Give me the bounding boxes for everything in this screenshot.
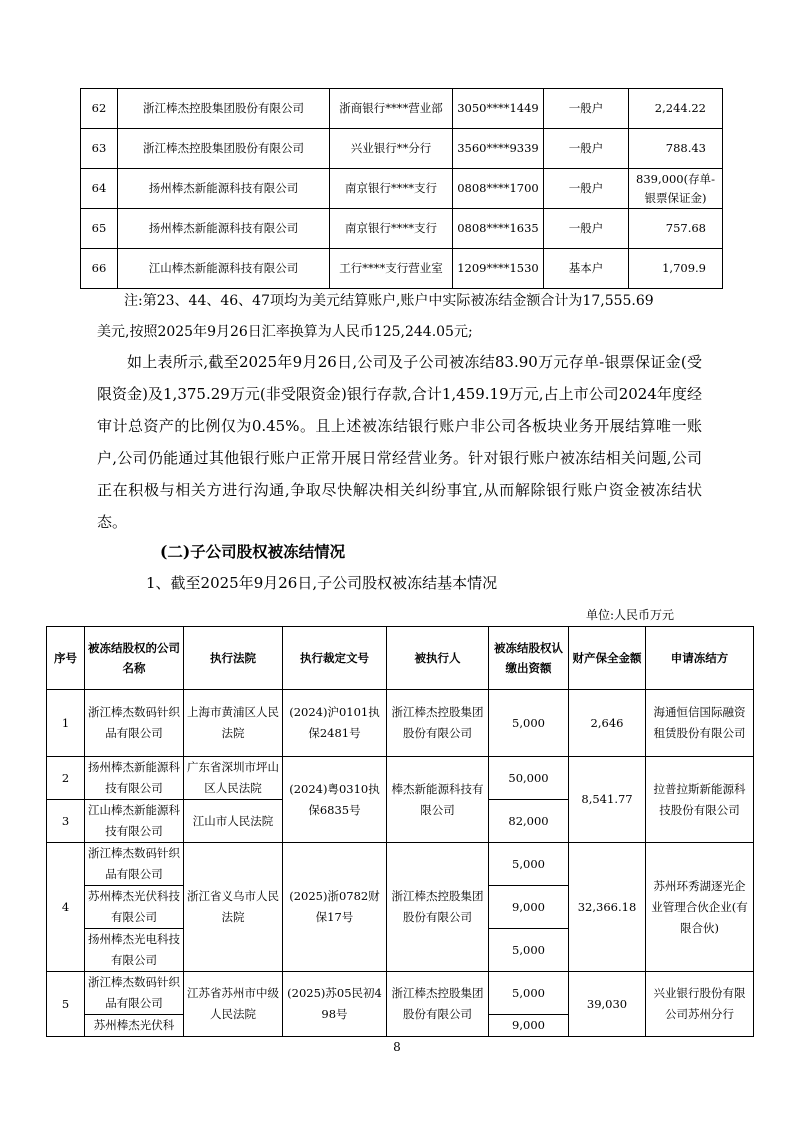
header-company: 被冻结股权的公司名称 — [85, 627, 184, 690]
account-type: 基本户 — [544, 249, 629, 289]
court-name: 浙江省义乌市人民法院 — [184, 843, 283, 972]
frozen-amount: 839,000(存单-银票保证金) — [629, 169, 723, 209]
bank-name: 浙商银行****营业部 — [330, 89, 453, 129]
company-name: 浙江棒杰控股集团股份有限公司 — [118, 89, 330, 129]
header-capital: 被冻结股权认缴出资额 — [489, 627, 569, 690]
body-paragraph: 如上表所示,截至2025年9月26日,公司及子公司被冻结83.90万元存单-银票保证金(受限资金)及1,375.29万元(非受限资金)银行存款,合计1,459.19万元,占上市公司2024年度经审计总资产的比例仅为0.45%。且上述被冻结银行账户非公司各板块业务开展结算唯一账户,公司仍能通过其他银行账户正常开展日常经营业务。针对银行账户被冻结相关问题,公司正在积极与相关方进行沟通,争取尽快解决相关纠纷事宜,从而解除银行账户资金被冻结状态。 — [97, 353, 702, 531]
bank-name: 南京银行****支行 — [330, 209, 453, 249]
ruling-document: (2025)苏05民初498号 — [283, 972, 387, 1037]
ruling-document: (2024)粤0310执保6835号 — [283, 757, 387, 843]
row-number: 62 — [81, 89, 118, 129]
table-row — [47, 972, 754, 1015]
account-type: 一般户 — [544, 169, 629, 209]
company-name: 苏州棒杰光伏科技有限公司 — [85, 886, 184, 929]
preservation-amount: 32,366.18 — [569, 843, 646, 972]
frozen-amount: 2,244.22 — [629, 89, 723, 129]
company-name: 浙江棒杰控股集团股份有限公司 — [118, 129, 330, 169]
company-name: 江山棒杰新能源科技有限公司 — [85, 800, 184, 843]
executee-name: 浙江棒杰控股集团股份有限公司 — [387, 690, 489, 757]
frozen-capital: 9,000 — [489, 886, 569, 929]
header-executee: 被执行人 — [387, 627, 489, 690]
court-name: 江苏省苏州市中级人民法院 — [184, 972, 283, 1037]
applicant-name: 拉普拉斯新能源科技股份有限公司 — [646, 757, 754, 843]
frozen-capital: 5,000 — [489, 843, 569, 886]
preservation-amount: 8,541.77 — [569, 757, 646, 843]
table-row — [81, 209, 723, 249]
table-row — [47, 690, 754, 757]
frozen-capital: 5,000 — [489, 929, 569, 972]
court-name: 上海市黄浦区人民法院 — [184, 690, 283, 757]
company-name: 浙江棒杰数码针织品有限公司 — [85, 843, 184, 886]
table-note-line-2: 美元,按照2025年9月26日汇率换算为人民币125,244.05元; — [97, 324, 473, 340]
preservation-amount: 39,030 — [569, 972, 646, 1037]
row-number: 63 — [81, 129, 118, 169]
header-document: 执行裁定文号 — [283, 627, 387, 690]
table-row — [81, 249, 723, 289]
frozen-capital: 50,000 — [489, 757, 569, 800]
frozen-capital: 5,000 — [489, 690, 569, 757]
applicant-name: 海通恒信国际融资租赁股份有限公司 — [646, 690, 754, 757]
frozen-amount: 788.43 — [629, 129, 723, 169]
header-amount: 财产保全金额 — [569, 627, 646, 690]
frozen-capital: 5,000 — [489, 972, 569, 1015]
preservation-amount: 2,646 — [569, 690, 646, 757]
table-note-line-1: 注:第23、44、46、47项均为美元结算账户,账户中实际被冻结金额合计为17,555.69 — [124, 293, 654, 309]
frozen-amount: 757.68 — [629, 209, 723, 249]
row-number: 66 — [81, 249, 118, 289]
ruling-document: (2024)沪0101执保2481号 — [283, 690, 387, 757]
court-name: 江山市人民法院 — [184, 800, 283, 843]
row-number: 2 — [47, 757, 85, 800]
equity-freeze-table — [46, 626, 754, 1037]
row-number: 3 — [47, 800, 85, 843]
ruling-document: (2025)浙0782财保17号 — [283, 843, 387, 972]
company-name: 扬州棒杰新能源科技有限公司 — [85, 757, 184, 800]
executee-name: 浙江棒杰控股集团股份有限公司 — [387, 972, 489, 1037]
bank-name: 兴业银行**分行 — [330, 129, 453, 169]
company-name: 扬州棒杰新能源科技有限公司 — [118, 169, 330, 209]
row-number: 65 — [81, 209, 118, 249]
company-name: 扬州棒杰光电科技有限公司 — [85, 929, 184, 972]
bank-account-table — [80, 88, 723, 289]
table-row — [81, 89, 723, 129]
table-row — [47, 757, 754, 800]
account-number: 3050****1449 — [453, 89, 544, 129]
executee-name: 浙江棒杰控股集团股份有限公司 — [387, 843, 489, 972]
frozen-capital: 9,000 — [489, 1015, 569, 1037]
account-number: 3560****9339 — [453, 129, 544, 169]
table-row — [47, 843, 754, 886]
account-number: 1209****1530 — [453, 249, 544, 289]
account-type: 一般户 — [544, 209, 629, 249]
company-name: 浙江棒杰数码针织品有限公司 — [85, 972, 184, 1015]
row-number: 1 — [47, 690, 85, 757]
sub-heading: 1、截至2025年9月26日,子公司股权被冻结基本情况 — [146, 574, 498, 592]
table-header-row — [47, 627, 754, 690]
applicant-name: 兴业银行股份有限公司苏州分行 — [646, 972, 754, 1037]
header-number: 序号 — [47, 627, 85, 690]
header-applicant: 申请冻结方 — [646, 627, 754, 690]
executee-name: 棒杰新能源科技有限公司 — [387, 757, 489, 843]
applicant-name: 苏州环秀湖逐光企业管理合伙企业(有限合伙) — [646, 843, 754, 972]
row-number: 4 — [47, 843, 85, 972]
company-name: 江山棒杰新能源科技有限公司 — [118, 249, 330, 289]
header-court: 执行法院 — [184, 627, 283, 690]
court-name: 广东省深圳市坪山区人民法院 — [184, 757, 283, 800]
page-number: 8 — [393, 1040, 401, 1054]
frozen-capital: 82,000 — [489, 800, 569, 843]
frozen-amount: 1,709.9 — [629, 249, 723, 289]
bank-name: 工行****支行营业室 — [330, 249, 453, 289]
company-name: 苏州棒杰光伏科 — [85, 1015, 184, 1037]
table-row — [81, 129, 723, 169]
bank-name: 南京银行****支行 — [330, 169, 453, 209]
account-type: 一般户 — [544, 89, 629, 129]
account-type: 一般户 — [544, 129, 629, 169]
table-row — [81, 169, 723, 209]
row-number: 64 — [81, 169, 118, 209]
account-number: 0808****1700 — [453, 169, 544, 209]
company-name: 浙江棒杰数码针织品有限公司 — [85, 690, 184, 757]
row-number: 5 — [47, 972, 85, 1037]
unit-label: 单位:人民币万元 — [585, 608, 674, 622]
company-name: 扬州棒杰新能源科技有限公司 — [118, 209, 330, 249]
account-number: 0808****1635 — [453, 209, 544, 249]
section-heading: (二)子公司股权被冻结情况 — [160, 542, 346, 561]
